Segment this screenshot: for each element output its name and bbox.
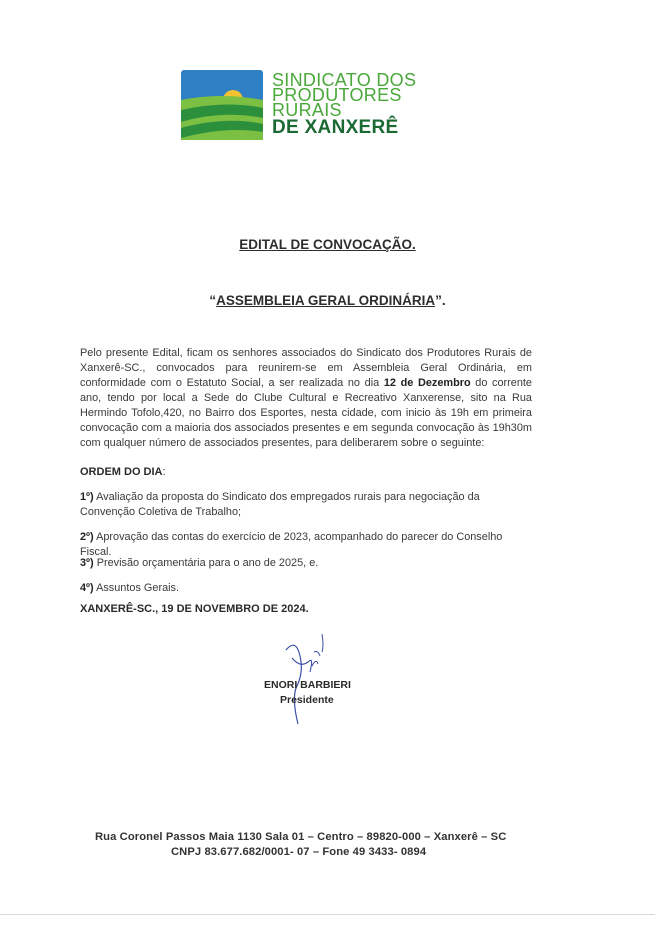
logo-wordmark (272, 70, 417, 138)
page-bottom-edge (0, 914, 655, 915)
field-landscape-logo-icon (181, 70, 263, 140)
logo-line-1: SINDICATO DOS (272, 70, 417, 90)
agenda-item-text: Avaliação da proposta do Sindicato dos empregados rurais para negociação da Convenção Coletiva de Trabalho; (80, 491, 480, 518)
place-and-date: XANXERÊ-SC., 19 DE NOVEMBRO DE 2024. (80, 603, 309, 615)
agenda-heading-colon: : (162, 466, 166, 478)
footer-cnpj-phone: CNPJ 83.677.682/0001- 07 – Fone 49 3433- 0894 (171, 846, 427, 858)
signer-role: Presidente (280, 694, 334, 706)
subtitle-close: ”. (435, 293, 446, 308)
logo-line-3: RURAIS (272, 100, 342, 120)
agenda-item-number: 1º) (80, 491, 94, 503)
organization-logo (181, 70, 431, 142)
agenda-heading-text: ORDEM DO DIA (80, 466, 163, 478)
agenda-item-text: Aprovação das contas do exercício de 2023, acompanhado do parecer do Conselho Fiscal. (80, 531, 503, 558)
agenda-item-number: 3º) (80, 557, 94, 569)
notice-body (80, 346, 532, 451)
body-part-1: Pelo presente Edital, ficam os senhores associados do Sindicato dos Produtores Rurais de Xanxerê-SC., convocados para reunirem-se em Assembleia Geral Ordinária, em conformidade com o Estatuto Social, a ser realizada no dia (80, 347, 532, 389)
document-subtitle (0, 293, 655, 308)
signer-name: ENORI BARBIERI (264, 679, 351, 691)
body-part-2: do corrente ano, tendo por local a Sede do Clube Cultural e Recreativo Xanxerense, sito na Rua Hermindo Tofolo,420, no Bairro dos Esportes, nesta cidade, com inicio às 19h em primeira convocação com a maioria dos associados presentes e em segunda convocação às 19h30m com qualquer número de associados presentes, para deliberarem sobre o seguinte: (80, 377, 532, 449)
footer-address: Rua Coronel Passos Maia 1130 Sala 01 – Centro – 89820-000 – Xanxerê – SC (95, 831, 507, 843)
agenda-item-1 (80, 490, 535, 520)
agenda-item-number: 2º) (80, 531, 94, 543)
agenda-item-4 (80, 581, 535, 596)
document-title: EDITAL DE CONVOCAÇÃO. (239, 237, 416, 252)
agenda-item-3 (80, 556, 535, 571)
meeting-date: 12 de Dezembro (383, 377, 471, 389)
logo-line-2: PRODUTORES (272, 85, 402, 105)
agenda-heading (80, 466, 166, 478)
subtitle-open-quote: “ (209, 293, 217, 308)
agenda-item-text: Assuntos Gerais. (93, 582, 180, 594)
logo-line-4: DE XANXERÊ (272, 117, 399, 138)
handwritten-signature (278, 628, 348, 728)
agenda-item-text: Previsão orçamentária para o ano de 2025, e. (93, 557, 319, 569)
agenda-item-number: 4º) (80, 582, 94, 594)
subtitle-text: ASSEMBLEIA GERAL ORDINÁRIA (216, 293, 436, 308)
